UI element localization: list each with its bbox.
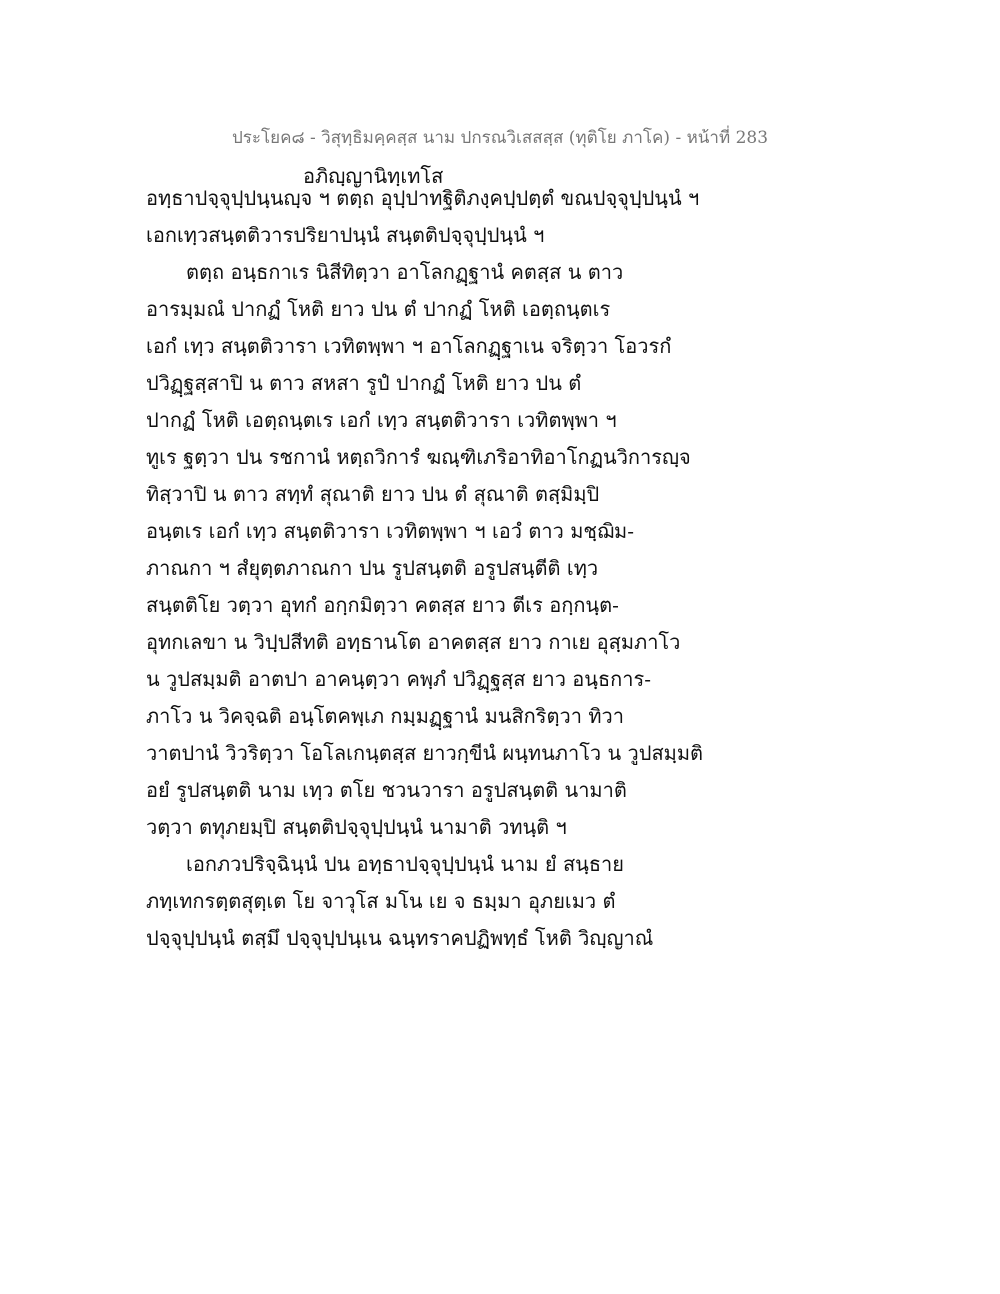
text-line: ทิสฺวาปิ น ตาว สทฺทํ สุณาติ ยาว ปน ตํ สุณาติ ตสฺมิมฺปิ [146, 482, 600, 506]
text-line: อุทกเลขา น วิปฺปสีทติ อทฺธานโต อาคตสฺส ยาว กาเย อุสฺมภาโว [146, 630, 681, 654]
paragraph-start-line: เอกภวปริจฺฉินฺนํ ปน อทฺธาปจฺจุปฺปนฺนํ นาม ยํ สนฺธาย [186, 852, 624, 876]
text-line: ภาโว น วิคจฺฉติ อนฺโตคพฺเภ กมฺมฏฺฐานํ มนสิกริตฺวา ทิวา [146, 704, 624, 728]
text-line: วาตปานํ วิวริตฺวา โอโลเกนฺตสฺส ยาวกฺขีนํ ผนฺทนภาโว น วูปสมฺมติ [146, 741, 704, 765]
text-line: อทฺธาปจฺจุปฺปนฺนญฺจ ฯ ตตฺถ อุปฺปาทฐิติภงฺคปฺปตฺตํ ขณปจฺจุปฺปนฺนํ ฯ [146, 186, 700, 210]
text-line: อารมฺมณํ ปากฏํ โหติ ยาว ปน ตํ ปากฏํ โหติ เอตฺถนฺตเร [146, 297, 611, 321]
text-line: อนฺตเร เอกํ เทฺว สนฺตติวารา เวทิตพฺพา ฯ เอวํ ตาว มชฺฌิม- [146, 519, 634, 543]
text-line: ภทฺเทกรตฺตสุตฺเต โย จาวุโส มโน เย จ ธมฺมา อุภยเมว ตํ [146, 889, 616, 913]
text-line: น วูปสมฺมติ อาตปา อาคนฺตฺวา คพฺภํ ปวิฏฺฐสฺส ยาว อนฺธการ- [146, 667, 652, 691]
text-line: ปจฺจุปฺปนฺนํ ตสฺมึ ปจฺจุปฺปนฺเน ฉนฺทราคปฏิพทฺธํ โหติ วิญฺญาณํ [146, 926, 654, 950]
section-title: อภิญฺญานิทฺเทโส [303, 164, 444, 188]
paragraph-start-line: ตตฺถ อนฺธกาเร นิสีทิตฺวา อาโลกฏฺฐานํ คตสฺส น ตาว [186, 260, 624, 284]
running-header: ประโยค๘ - วิสุทฺธิมคฺคสฺส นาม ปกรณวิเสสสฺส (ทุติโย ภาโค) - หน้าที่ 283 [231, 128, 769, 148]
text-line: ปากฏํ โหติ เอตฺถนฺตเร เอกํ เทฺว สนฺตติวารา เวทิตพฺพา ฯ [146, 408, 617, 432]
text-line: เอกํ เทฺว สนฺตติวารา เวทิตพฺพา ฯ อาโลกฏฺฐาเน จริตฺวา โอวรกํ [146, 334, 672, 358]
text-line: อยํ รูปสนฺตติ นาม เทฺว ตโย ชวนวารา อรูปสนฺตติ นามาติ [146, 778, 627, 802]
page-body [146, 180, 866, 957]
text-line: ปวิฏฺฐสฺสาปิ น ตาว สหสา รูปํ ปากฏํ โหติ ยาว ปน ตํ [146, 371, 582, 395]
text-line: เอกเทฺวสนฺตติวารปริยาปนฺนํ สนฺตติปจฺจุปฺปนฺนํ ฯ [146, 223, 545, 247]
text-line: วตฺวา ตทุภยมฺปิ สนฺตติปจฺจุปฺปนฺนํ นามาติ วทนฺติ ฯ [146, 815, 567, 839]
text-line: ทูเร ฐตฺวา ปน รชกานํ หตฺถวิการํ ฆณฺฑิเภริอาทิอาโกฏนวิการญฺจ [146, 445, 691, 469]
text-line: สนฺตติโย วตฺวา อุทกํ อกฺกมิตฺวา คตสฺส ยาว ตีเร อกฺกนฺต- [146, 593, 619, 617]
text-line: ภาณกา ฯ สํยุตฺตภาณกา ปน รูปสนฺตติ อรูปสนฺตีติ เทฺว [146, 556, 599, 580]
